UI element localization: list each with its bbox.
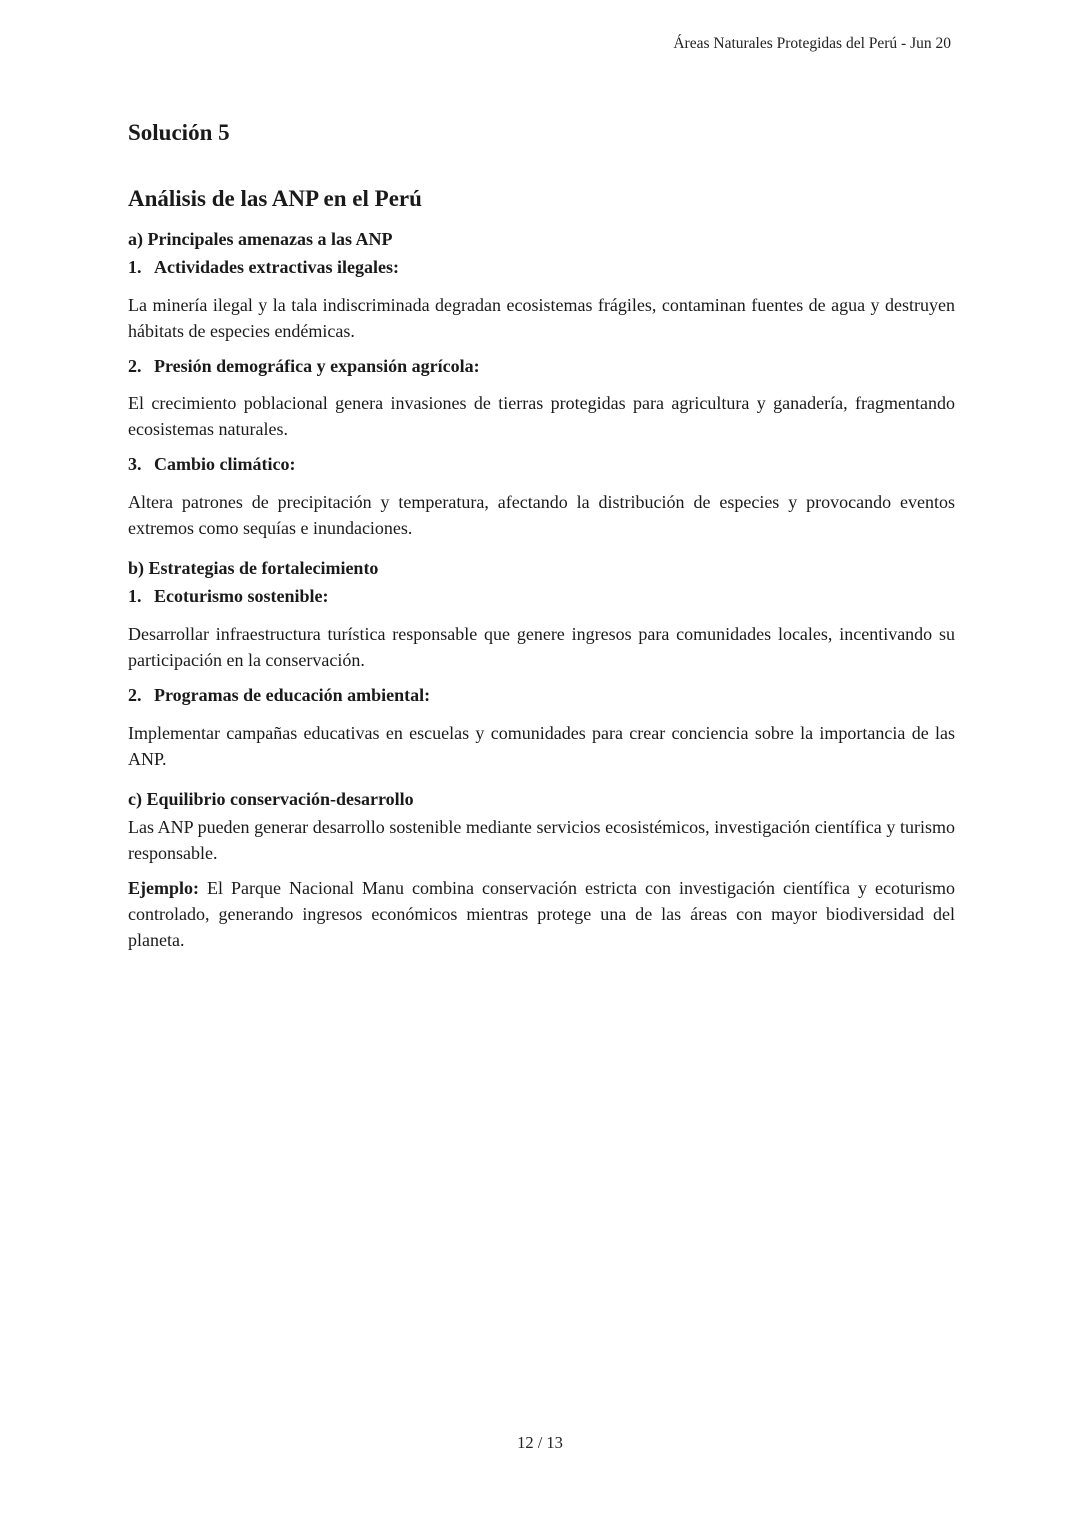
part-b-item-1-title <box>128 583 955 611</box>
item-number: 1. <box>128 256 142 277</box>
section-title: Análisis de las ANP en el Perú <box>128 185 422 211</box>
item-title: Actividades extractivas ilegales: <box>154 256 399 277</box>
part-a-item-1-text: La minería ilegal y la tala indiscriminada degradan ecosistemas frágiles, contaminan fuentes de agua y destruyen hábitats de especies endémicas. <box>128 294 955 341</box>
item-title: Programas de educación ambiental: <box>154 685 431 706</box>
part-a-item-3-title <box>128 451 955 479</box>
item-number: 1. <box>128 586 142 607</box>
page-number: 12 / 13 <box>517 1433 563 1452</box>
item-title: Ecoturismo sostenible: <box>154 586 329 607</box>
example-label: Ejemplo: <box>128 877 199 898</box>
part-a-item-3-text: Altera patrones de precipitación y temperatura, afectando la distribución de especies y provocando eventos extremos como sequías e inundaciones. <box>128 492 955 539</box>
part-b-item-2-title <box>128 682 955 710</box>
part-b-heading: b) Estrategias de fortalecimiento <box>128 558 379 579</box>
item-number: 2. <box>128 685 142 706</box>
part-b-item-2-text: Implementar campañas educativas en escuelas y comunidades para crear conciencia sobre la importancia de las ANP. <box>128 723 955 770</box>
example-text: El Parque Nacional Manu combina conservación estricta con investigación científica y ecoturismo controlado, generando ingresos económicos mientras protege una de las áreas con mayor biodiversidad del planeta. <box>128 877 955 950</box>
document-body <box>128 118 955 962</box>
item-title: Cambio climático: <box>154 454 296 475</box>
part-c-text: Las ANP pueden generar desarrollo sostenible mediante servicios ecosistémicos, investigación científica y turismo responsable. <box>128 816 955 863</box>
part-b-item-1-text: Desarrollar infraestructura turística responsable que genere ingresos para comunidades locales, incentivando su participación en la conservación. <box>128 624 955 671</box>
part-a-item-1-title <box>128 254 955 282</box>
part-c-example <box>128 875 955 953</box>
item-title: Presión demográfica y expansión agrícola: <box>154 355 480 376</box>
part-a-item-2-title <box>128 353 955 381</box>
item-number: 2. <box>128 355 142 376</box>
solution-title: Solución 5 <box>128 120 230 145</box>
part-c-heading: c) Equilibrio conservación-desarrollo <box>128 789 414 810</box>
part-a-heading: a) Principales amenazas a las ANP <box>128 228 393 249</box>
item-number: 3. <box>128 454 142 475</box>
running-header: Áreas Naturales Protegidas del Perú - Jun 20 <box>673 35 951 52</box>
part-a-item-2-text: El crecimiento poblacional genera invasiones de tierras protegidas para agricultura y ganadería, fragmentando ecosistemas naturales. <box>128 393 955 440</box>
